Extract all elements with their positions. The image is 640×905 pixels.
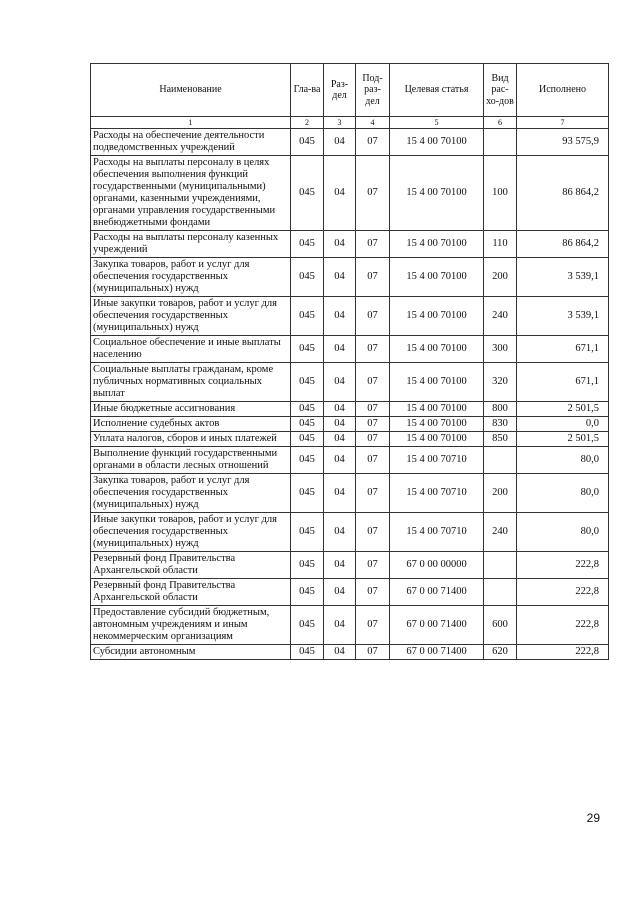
table-row — [91, 474, 609, 513]
cell-name: Резервный фонд Правительства Архангельской области — [91, 552, 291, 579]
cell-name: Субсидии автономным — [91, 645, 291, 660]
cell-target: 15 4 00 70100 — [390, 417, 484, 432]
cell-kind: 300 — [484, 336, 517, 363]
cell-subsection: 07 — [356, 297, 390, 336]
cell-kind — [484, 129, 517, 156]
cell-chapter: 045 — [291, 129, 324, 156]
cell-subsection: 07 — [356, 336, 390, 363]
cell-chapter: 045 — [291, 297, 324, 336]
cell-section: 04 — [324, 474, 356, 513]
cell-subsection: 07 — [356, 474, 390, 513]
cell-subsection: 07 — [356, 402, 390, 417]
cell-executed: 2 501,5 — [517, 432, 609, 447]
cell-target: 15 4 00 70100 — [390, 231, 484, 258]
cell-subsection: 07 — [356, 606, 390, 645]
cell-target: 15 4 00 70100 — [390, 156, 484, 231]
cell-target: 15 4 00 70100 — [390, 129, 484, 156]
cell-subsection: 07 — [356, 579, 390, 606]
column-number: 1 — [91, 117, 291, 129]
cell-chapter: 045 — [291, 645, 324, 660]
header-subsection: Под-раз-дел — [356, 64, 390, 117]
cell-kind — [484, 447, 517, 474]
cell-name: Иные бюджетные ассигнования — [91, 402, 291, 417]
cell-subsection: 07 — [356, 432, 390, 447]
cell-name: Уплата налогов, сборов и иных платежей — [91, 432, 291, 447]
cell-section: 04 — [324, 363, 356, 402]
table-row — [91, 513, 609, 552]
cell-subsection: 07 — [356, 447, 390, 474]
cell-name: Иные закупки товаров, работ и услуг для обеспечения государственных (муниципальных) нужд — [91, 513, 291, 552]
cell-kind: 800 — [484, 402, 517, 417]
cell-section: 04 — [324, 156, 356, 231]
cell-chapter: 045 — [291, 336, 324, 363]
cell-chapter: 045 — [291, 606, 324, 645]
cell-target: 67 0 00 00000 — [390, 552, 484, 579]
cell-executed: 671,1 — [517, 363, 609, 402]
table-row — [91, 129, 609, 156]
cell-executed: 222,8 — [517, 606, 609, 645]
cell-chapter: 045 — [291, 579, 324, 606]
cell-executed: 3 539,1 — [517, 297, 609, 336]
cell-name: Социальные выплаты гражданам, кроме публичных нормативных социальных выплат — [91, 363, 291, 402]
cell-kind: 240 — [484, 297, 517, 336]
cell-chapter: 045 — [291, 231, 324, 258]
cell-chapter: 045 — [291, 363, 324, 402]
cell-target: 15 4 00 70100 — [390, 258, 484, 297]
cell-kind: 200 — [484, 258, 517, 297]
cell-section: 04 — [324, 552, 356, 579]
table-row — [91, 297, 609, 336]
header-kind: Вид рас-хо-дов — [484, 64, 517, 117]
cell-chapter: 045 — [291, 417, 324, 432]
cell-section: 04 — [324, 402, 356, 417]
cell-kind: 240 — [484, 513, 517, 552]
cell-kind: 620 — [484, 645, 517, 660]
cell-section: 04 — [324, 129, 356, 156]
cell-chapter: 045 — [291, 156, 324, 231]
cell-section: 04 — [324, 432, 356, 447]
cell-chapter: 045 — [291, 447, 324, 474]
cell-executed: 222,8 — [517, 645, 609, 660]
cell-executed: 0,0 — [517, 417, 609, 432]
cell-subsection: 07 — [356, 645, 390, 660]
cell-section: 04 — [324, 645, 356, 660]
cell-executed: 2 501,5 — [517, 402, 609, 417]
cell-section: 04 — [324, 258, 356, 297]
cell-chapter: 045 — [291, 552, 324, 579]
cell-subsection: 07 — [356, 156, 390, 231]
cell-target: 67 0 00 71400 — [390, 606, 484, 645]
cell-kind: 600 — [484, 606, 517, 645]
cell-executed: 80,0 — [517, 513, 609, 552]
cell-name: Расходы на выплаты персоналу казенных учреждений — [91, 231, 291, 258]
cell-name: Закупка товаров, работ и услуг для обеспечения государственных (муниципальных) нужд — [91, 258, 291, 297]
cell-subsection: 07 — [356, 417, 390, 432]
cell-name: Резервный фонд Правительства Архангельской области — [91, 579, 291, 606]
cell-target: 15 4 00 70100 — [390, 363, 484, 402]
cell-section: 04 — [324, 513, 356, 552]
table-row — [91, 432, 609, 447]
column-number: 5 — [390, 117, 484, 129]
cell-executed: 80,0 — [517, 447, 609, 474]
column-number: 3 — [324, 117, 356, 129]
cell-kind — [484, 552, 517, 579]
cell-subsection: 07 — [356, 258, 390, 297]
cell-kind: 200 — [484, 474, 517, 513]
cell-target: 15 4 00 70710 — [390, 513, 484, 552]
cell-section: 04 — [324, 417, 356, 432]
cell-section: 04 — [324, 336, 356, 363]
table-row — [91, 231, 609, 258]
table-row — [91, 579, 609, 606]
budget-table — [90, 63, 609, 660]
cell-kind — [484, 579, 517, 606]
cell-subsection: 07 — [356, 231, 390, 258]
cell-executed: 222,8 — [517, 579, 609, 606]
cell-executed: 222,8 — [517, 552, 609, 579]
header-executed: Исполнено — [517, 64, 609, 117]
cell-section: 04 — [324, 579, 356, 606]
cell-section: 04 — [324, 231, 356, 258]
table-row — [91, 606, 609, 645]
cell-name: Иные закупки товаров, работ и услуг для обеспечения государственных (муниципальных) нужд — [91, 297, 291, 336]
cell-executed: 80,0 — [517, 474, 609, 513]
table-row — [91, 645, 609, 660]
cell-chapter: 045 — [291, 513, 324, 552]
cell-target: 67 0 00 71400 — [390, 579, 484, 606]
cell-subsection: 07 — [356, 552, 390, 579]
cell-name: Выполнение функций государственными органами в области лесных отношений — [91, 447, 291, 474]
header-target: Целевая статья — [390, 64, 484, 117]
cell-executed: 86 864,2 — [517, 156, 609, 231]
cell-kind: 110 — [484, 231, 517, 258]
cell-executed: 93 575,9 — [517, 129, 609, 156]
table-row — [91, 156, 609, 231]
table-row — [91, 447, 609, 474]
cell-executed: 3 539,1 — [517, 258, 609, 297]
cell-name: Социальное обеспечение и иные выплаты населению — [91, 336, 291, 363]
cell-target: 15 4 00 70100 — [390, 336, 484, 363]
table-row — [91, 417, 609, 432]
table-row — [91, 552, 609, 579]
cell-subsection: 07 — [356, 129, 390, 156]
cell-section: 04 — [324, 606, 356, 645]
cell-name: Расходы на обеспечение деятельности подведомственных учреждений — [91, 129, 291, 156]
header-section: Раз-дел — [324, 64, 356, 117]
column-number: 2 — [291, 117, 324, 129]
table-row — [91, 402, 609, 417]
table-row — [91, 363, 609, 402]
header-name: Наименование — [91, 64, 291, 117]
cell-kind: 830 — [484, 417, 517, 432]
cell-kind: 100 — [484, 156, 517, 231]
cell-chapter: 045 — [291, 432, 324, 447]
column-number: 6 — [484, 117, 517, 129]
cell-chapter: 045 — [291, 474, 324, 513]
cell-kind: 850 — [484, 432, 517, 447]
cell-target: 15 4 00 70100 — [390, 432, 484, 447]
cell-name: Расходы на выплаты персоналу в целях обеспечения выполнения функций государственными (муниципальными) органами, казенными учреждениями, органами управления государственными внебюджетными фондами — [91, 156, 291, 231]
cell-name: Исполнение судебных актов — [91, 417, 291, 432]
cell-chapter: 045 — [291, 402, 324, 417]
cell-target: 15 4 00 70100 — [390, 402, 484, 417]
cell-target: 15 4 00 70100 — [390, 297, 484, 336]
cell-name: Предоставление субсидий бюджетным, автономным учреждениям и иным некоммерческим организациям — [91, 606, 291, 645]
cell-kind: 320 — [484, 363, 517, 402]
cell-subsection: 07 — [356, 363, 390, 402]
cell-executed: 671,1 — [517, 336, 609, 363]
cell-executed: 86 864,2 — [517, 231, 609, 258]
column-number: 7 — [517, 117, 609, 129]
cell-subsection: 07 — [356, 513, 390, 552]
table-row — [91, 258, 609, 297]
cell-section: 04 — [324, 297, 356, 336]
page-number: 29 — [586, 811, 600, 825]
cell-chapter: 045 — [291, 258, 324, 297]
header-chapter: Гла-ва — [291, 64, 324, 117]
cell-target: 15 4 00 70710 — [390, 447, 484, 474]
cell-target: 15 4 00 70710 — [390, 474, 484, 513]
cell-name: Закупка товаров, работ и услуг для обеспечения государственных (муниципальных) нужд — [91, 474, 291, 513]
column-number: 4 — [356, 117, 390, 129]
table-row — [91, 336, 609, 363]
cell-target: 67 0 00 71400 — [390, 645, 484, 660]
cell-section: 04 — [324, 447, 356, 474]
